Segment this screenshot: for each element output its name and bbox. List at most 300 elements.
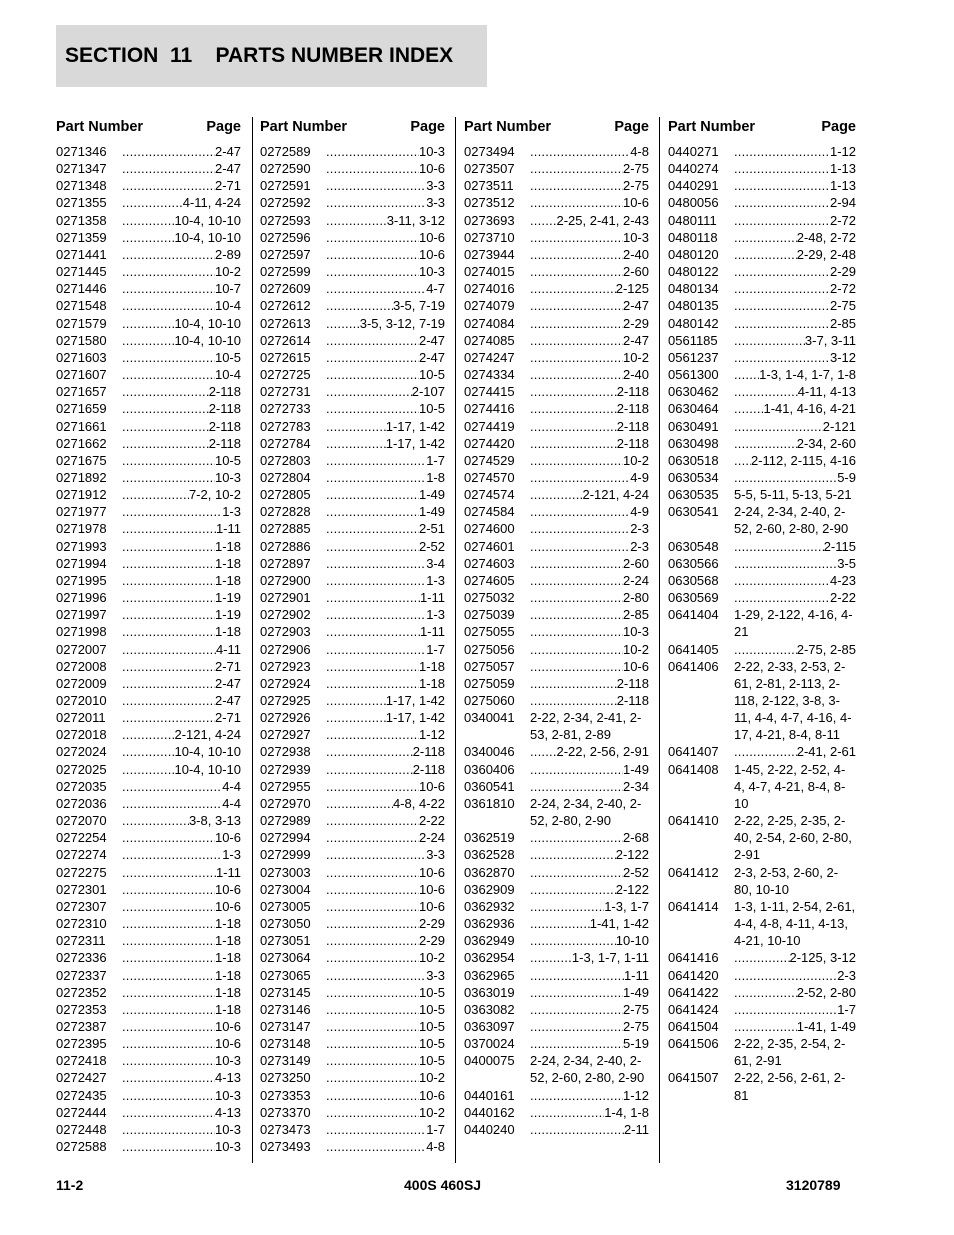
leader (326, 435, 445, 452)
index-entry (464, 177, 649, 194)
index-entry (56, 623, 241, 640)
index-entry (56, 177, 241, 194)
page-reference: 1-19 (214, 607, 241, 623)
dot-leader (122, 812, 189, 829)
dot-leader (530, 194, 623, 211)
page-reference: 1-49 (622, 984, 649, 1000)
leader (122, 332, 241, 349)
part-number: 0272591 (260, 178, 311, 194)
part-number: 0362954 (464, 950, 515, 966)
leader (122, 795, 241, 812)
page-reference: 1-49 (418, 487, 445, 503)
leader (326, 984, 445, 1001)
leader (734, 1018, 856, 1035)
leader (734, 1001, 856, 1018)
dot-leader (326, 675, 419, 692)
page-references: 2-3, 2-53, 2-60, 2-80, 10-10 (734, 864, 839, 897)
leader (326, 229, 445, 246)
leader (122, 503, 241, 520)
leader (326, 778, 445, 795)
leader (734, 315, 856, 332)
part-number: 0272609 (260, 281, 311, 297)
part-number: 0630464 (668, 401, 719, 417)
leader (326, 1069, 445, 1086)
index-entry (668, 984, 856, 1001)
dot-leader (326, 812, 419, 829)
page-reference: 4-4 (222, 778, 241, 794)
part-number: 0272275 (56, 864, 107, 880)
index-entry (260, 555, 445, 572)
page-reference: 2-75, 2-85 (796, 641, 856, 657)
index-entry (464, 1104, 649, 1121)
leader (122, 1138, 241, 1155)
part-number: 0630566 (668, 555, 719, 571)
part-number: 0271993 (56, 538, 107, 554)
leader (326, 194, 445, 211)
page-reference: 7-2, 10-2 (188, 487, 241, 503)
dot-leader (122, 1069, 215, 1086)
page-reference: 2-29, 2-48 (796, 246, 856, 262)
leader (530, 400, 649, 417)
index-entry (56, 332, 241, 349)
page-reference: 2-125, 3-12 (789, 950, 856, 966)
page-reference: 2-68 (622, 830, 649, 846)
page-reference: 4-8 (426, 1139, 445, 1155)
page-reference: 10-4, 10-10 (174, 212, 241, 228)
index-entry (260, 641, 445, 658)
page-reference: 2-47 (214, 693, 241, 708)
dot-leader (530, 383, 617, 400)
leader (734, 383, 856, 400)
page-reference: 2-72 (829, 212, 856, 228)
dot-leader (326, 1035, 419, 1052)
index-entry (464, 1035, 649, 1052)
dot-leader (122, 452, 215, 469)
page-reference: 10-5 (418, 401, 445, 417)
dot-leader (122, 486, 189, 503)
leader (122, 212, 241, 229)
part-number: 0274084 (464, 315, 515, 331)
part-number: 0641422 (668, 984, 719, 1000)
index-entry (56, 366, 241, 383)
dot-leader (734, 984, 797, 1001)
part-number: 0273051 (260, 933, 311, 949)
leader (122, 864, 241, 881)
dot-leader (326, 1052, 419, 1069)
index-entry (668, 194, 856, 211)
page-reference: 10-5 (418, 1001, 445, 1017)
part-number: 0272010 (56, 693, 107, 708)
page-reference: 10-3 (418, 144, 445, 159)
column-header (464, 119, 649, 143)
dot-leader (734, 469, 837, 486)
index-entry (260, 675, 445, 692)
leader (122, 572, 241, 589)
part-number: 0271346 (56, 144, 107, 159)
part-number: 0272906 (260, 641, 311, 657)
dot-leader (734, 297, 830, 314)
dot-leader (530, 435, 617, 452)
dot-leader (530, 675, 617, 692)
part-number: 0480135 (668, 298, 719, 314)
page-reference: 3-4 (426, 555, 445, 571)
dot-leader (122, 692, 215, 709)
leader (326, 606, 445, 623)
page-reference: 10-5 (418, 1018, 445, 1034)
page-reference: 5-5, 5-11, 5-13, 5-21 (734, 487, 852, 503)
part-number: 0400075 (464, 1053, 515, 1069)
index-entry (464, 212, 649, 229)
page-reference: 10-10 (615, 933, 649, 949)
dot-leader (122, 623, 215, 640)
part-number: 0273147 (260, 1018, 311, 1034)
page-references: 1-29, 2-122, 4-16, 4-21 (734, 607, 853, 640)
leader (122, 383, 241, 400)
page-reference: 2-24 (418, 830, 445, 846)
page-reference: 2-3 (837, 967, 856, 983)
part-number: 0271348 (56, 178, 107, 194)
page-references: 2-22, 2-25, 2-35, 2-40, 2-54, 2-60, 2-80, 2-91 (734, 813, 852, 863)
index-entry (668, 263, 856, 280)
page-reference: 1-17, 1-42 (385, 435, 445, 451)
index-entry (260, 520, 445, 537)
page-reference: 1-13 (829, 161, 856, 177)
index-entry (56, 641, 241, 658)
page-reference: 1-3 (222, 504, 241, 520)
part-number: 0480122 (668, 264, 719, 280)
part-number: 0272008 (56, 658, 107, 674)
page-reference: 10-5 (418, 1036, 445, 1052)
part-number: 0272589 (260, 144, 311, 159)
index-entry (464, 263, 649, 280)
page-reference: 2-34 (622, 778, 649, 794)
part-number: 0272999 (260, 847, 311, 863)
page-reference: 4-8 (630, 144, 649, 159)
index-entry (56, 675, 241, 692)
index-entry (56, 778, 241, 795)
page-reference: 2-22 (418, 813, 445, 829)
dot-leader (530, 503, 630, 520)
part-number: 0272387 (56, 1018, 107, 1034)
index-entry (464, 932, 649, 949)
page-reference: 1-11 (215, 864, 241, 880)
part-number: 0340046 (464, 744, 515, 760)
page-references: 2-22, 2-35, 2-54, 2-61, 2-91 (734, 1036, 846, 1069)
dot-leader (734, 246, 797, 263)
part-number: 0480142 (668, 315, 719, 331)
leader (530, 1087, 649, 1104)
part-number: 0630498 (668, 435, 719, 451)
index-entry (464, 229, 649, 246)
leader (122, 606, 241, 623)
index-entry (56, 709, 241, 726)
index-entry (464, 246, 649, 263)
part-number: 0641420 (668, 967, 719, 983)
index-entry (464, 743, 649, 760)
index-column-2 (260, 119, 445, 1155)
index-entry (56, 812, 241, 829)
index-entry (56, 297, 241, 314)
index-entry (464, 761, 649, 778)
leader (530, 297, 649, 314)
page-reference: 2-22, 2-56, 2-91 (556, 744, 649, 760)
page-reference: 3-3 (426, 967, 445, 983)
dot-leader (326, 520, 419, 537)
leader (326, 143, 445, 160)
dot-leader (326, 366, 419, 383)
part-number: 0272927 (260, 727, 311, 743)
page-references: 2-22, 2-33, 2-53, 2-61, 2-81, 2-113, 2-118, 2-122, 3-8, 3-11, 4-4, 4-7, 4-16, 4-17, 4-21, 8-4, 8-11 (734, 658, 852, 743)
index-entry (668, 538, 856, 555)
leader (122, 1052, 241, 1069)
index-entry (668, 967, 856, 984)
page-reference: 2-34, 2-60 (796, 435, 856, 451)
dot-leader (326, 1104, 419, 1121)
page-reference: 2-118 (208, 384, 241, 400)
page-reference: 10-4 (214, 298, 241, 314)
index-entry (668, 606, 856, 640)
index-entry (260, 812, 445, 829)
index-entry (464, 520, 649, 537)
index-entry (56, 898, 241, 915)
leader (122, 555, 241, 572)
dot-leader (530, 246, 623, 263)
index-entry (668, 229, 856, 246)
dot-leader (530, 606, 623, 623)
index-entry (668, 812, 856, 863)
part-number: 0271662 (56, 435, 107, 451)
index-entry (56, 160, 241, 177)
part-number: 0272301 (56, 881, 107, 897)
part-number: 0272337 (56, 967, 107, 983)
page-reference: 10-2 (622, 641, 649, 657)
page-reference: 1-18 (214, 624, 241, 640)
index-entry (464, 452, 649, 469)
part-number: 0272018 (56, 727, 107, 743)
leader (122, 692, 241, 709)
dot-leader (122, 658, 215, 675)
dot-leader (122, 503, 222, 520)
dot-leader (122, 555, 215, 572)
part-number: 0271995 (56, 572, 107, 588)
index-entry (56, 246, 241, 263)
page-reference: 2-25, 2-41, 2-43 (556, 212, 649, 228)
index-entry (260, 1035, 445, 1052)
index-entry (56, 143, 241, 160)
leader (122, 623, 241, 640)
page-reference: 1-18 (214, 538, 241, 554)
part-number: 0480120 (668, 246, 719, 262)
dot-leader (326, 469, 426, 486)
part-number: 0273944 (464, 246, 515, 262)
part-number: 0273145 (260, 984, 311, 1000)
leader (122, 349, 241, 366)
part-number: 0641506 (668, 1036, 719, 1052)
dot-leader (122, 349, 215, 366)
leader (530, 658, 649, 675)
dot-leader (122, 761, 175, 778)
leader (530, 486, 649, 503)
leader (530, 778, 649, 795)
page-reference: 10-3 (622, 624, 649, 640)
page-reference: 3-5, 7-19 (392, 298, 445, 314)
part-number: 0272395 (56, 1036, 107, 1052)
leader (326, 400, 445, 417)
leader (530, 692, 649, 709)
page-reference: 10-3 (214, 469, 241, 485)
page-reference: 1-11 (419, 590, 445, 606)
dot-leader (122, 160, 215, 177)
leader (530, 606, 649, 623)
part-number: 0630548 (668, 538, 719, 554)
index-entry (668, 761, 856, 812)
part-number: 0274416 (464, 401, 515, 417)
dot-leader (326, 949, 419, 966)
leader (530, 418, 649, 435)
part-number: 0271912 (56, 487, 107, 503)
part-number: 0274574 (464, 487, 515, 503)
page-reference: 4-9 (630, 504, 649, 520)
page-reference: 4-23 (829, 572, 856, 588)
part-number: 0440274 (668, 161, 719, 177)
dot-leader (122, 418, 209, 435)
index-entry (260, 967, 445, 984)
index-entry (260, 1018, 445, 1035)
index-entry (464, 297, 649, 314)
leader (530, 469, 649, 486)
page-reference: 3-3 (426, 178, 445, 194)
page-reference: 2-11 (623, 1121, 649, 1137)
dot-leader (530, 555, 623, 572)
page-reference: 2-118 (412, 761, 445, 777)
leader (530, 864, 649, 881)
part-number: 0271548 (56, 298, 107, 314)
leader (530, 452, 649, 469)
page-reference: 1-18 (214, 967, 241, 983)
part-number: 0272448 (56, 1121, 107, 1137)
index-entry (464, 143, 649, 160)
leader (122, 1035, 241, 1052)
dot-leader (122, 949, 215, 966)
part-number: 0273693 (464, 212, 515, 228)
index-entry (464, 366, 649, 383)
part-number: 0272900 (260, 572, 311, 588)
leader (122, 829, 241, 846)
part-number: 0275060 (464, 693, 515, 708)
dot-leader (530, 212, 556, 229)
index-entry (260, 177, 445, 194)
index-entry (260, 846, 445, 863)
part-number: 0273370 (260, 1104, 311, 1120)
leader (122, 160, 241, 177)
page-reference: 2-118 (616, 401, 649, 417)
part-number: 0271997 (56, 607, 107, 623)
leader (326, 538, 445, 555)
index-entry (260, 658, 445, 675)
leader (734, 572, 856, 589)
dot-leader (326, 143, 419, 160)
part-number: 0362932 (464, 898, 515, 914)
leader (734, 366, 856, 383)
page-reference: 10-2 (418, 1104, 445, 1120)
page-reference: 1-41, 4-16, 4-21 (763, 401, 856, 417)
page-reference: 2-85 (829, 315, 856, 331)
part-number: 0273511 (464, 178, 514, 194)
part-number: 0630535 (668, 487, 719, 503)
part-number: 0271998 (56, 624, 107, 640)
page-reference: 10-6 (418, 1087, 445, 1103)
page-reference: 1-18 (214, 572, 241, 588)
page-reference: 4-13 (214, 1104, 241, 1120)
part-number: 0273494 (464, 144, 515, 159)
dot-leader (530, 623, 623, 640)
part-number: 0630569 (668, 590, 719, 606)
page-reference: 2-118 (616, 418, 649, 434)
dot-leader (530, 349, 623, 366)
page-reference: 2-40 (622, 246, 649, 262)
part-number: 0272612 (260, 298, 311, 314)
dot-leader (326, 778, 419, 795)
leader (326, 743, 445, 760)
page-reference: 2-75 (829, 298, 856, 314)
page-reference: 4-4 (222, 795, 241, 811)
part-number: 0273473 (260, 1121, 311, 1137)
leader (122, 263, 241, 280)
page-reference: 2-47 (622, 332, 649, 348)
part-number: 0272614 (260, 332, 311, 348)
leader (530, 315, 649, 332)
index-entry (56, 846, 241, 863)
index-entry (668, 383, 856, 400)
index-entry (464, 332, 649, 349)
index-entry (464, 349, 649, 366)
page-reference: 4-13 (214, 1070, 241, 1086)
dot-leader (530, 932, 616, 949)
index-entry (260, 1087, 445, 1104)
part-number: 0641406 (668, 658, 719, 674)
part-number: 0272035 (56, 778, 107, 794)
page-reference: 1-7 (426, 452, 445, 468)
page-reference: 4-9 (630, 469, 649, 485)
part-number: 0272924 (260, 675, 311, 691)
page-reference: 1-18 (214, 1001, 241, 1017)
index-entry (56, 881, 241, 898)
dot-leader (530, 984, 623, 1001)
page-reference: 3-5 (837, 555, 856, 571)
part-number: 0641408 (668, 761, 719, 777)
page-reference: 2-47 (622, 298, 649, 314)
dot-leader (326, 315, 360, 332)
leader (122, 658, 241, 675)
leader (326, 658, 445, 675)
part-number: 0641507 (668, 1070, 719, 1086)
dot-leader (530, 263, 623, 280)
index-entry (56, 1069, 241, 1086)
part-number: 0272955 (260, 778, 311, 794)
part-number: 0273064 (260, 950, 311, 966)
leader (530, 1001, 649, 1018)
dot-leader (530, 778, 623, 795)
page-references: 2-22, 2-56, 2-61, 2-81 (734, 1070, 846, 1103)
page-reference: 2-125 (615, 281, 649, 297)
index-entry (464, 675, 649, 692)
index-entry (56, 967, 241, 984)
leader (122, 743, 241, 760)
index-entry (56, 795, 241, 812)
leader (326, 846, 445, 863)
leader (530, 623, 649, 640)
dot-leader (122, 984, 215, 1001)
